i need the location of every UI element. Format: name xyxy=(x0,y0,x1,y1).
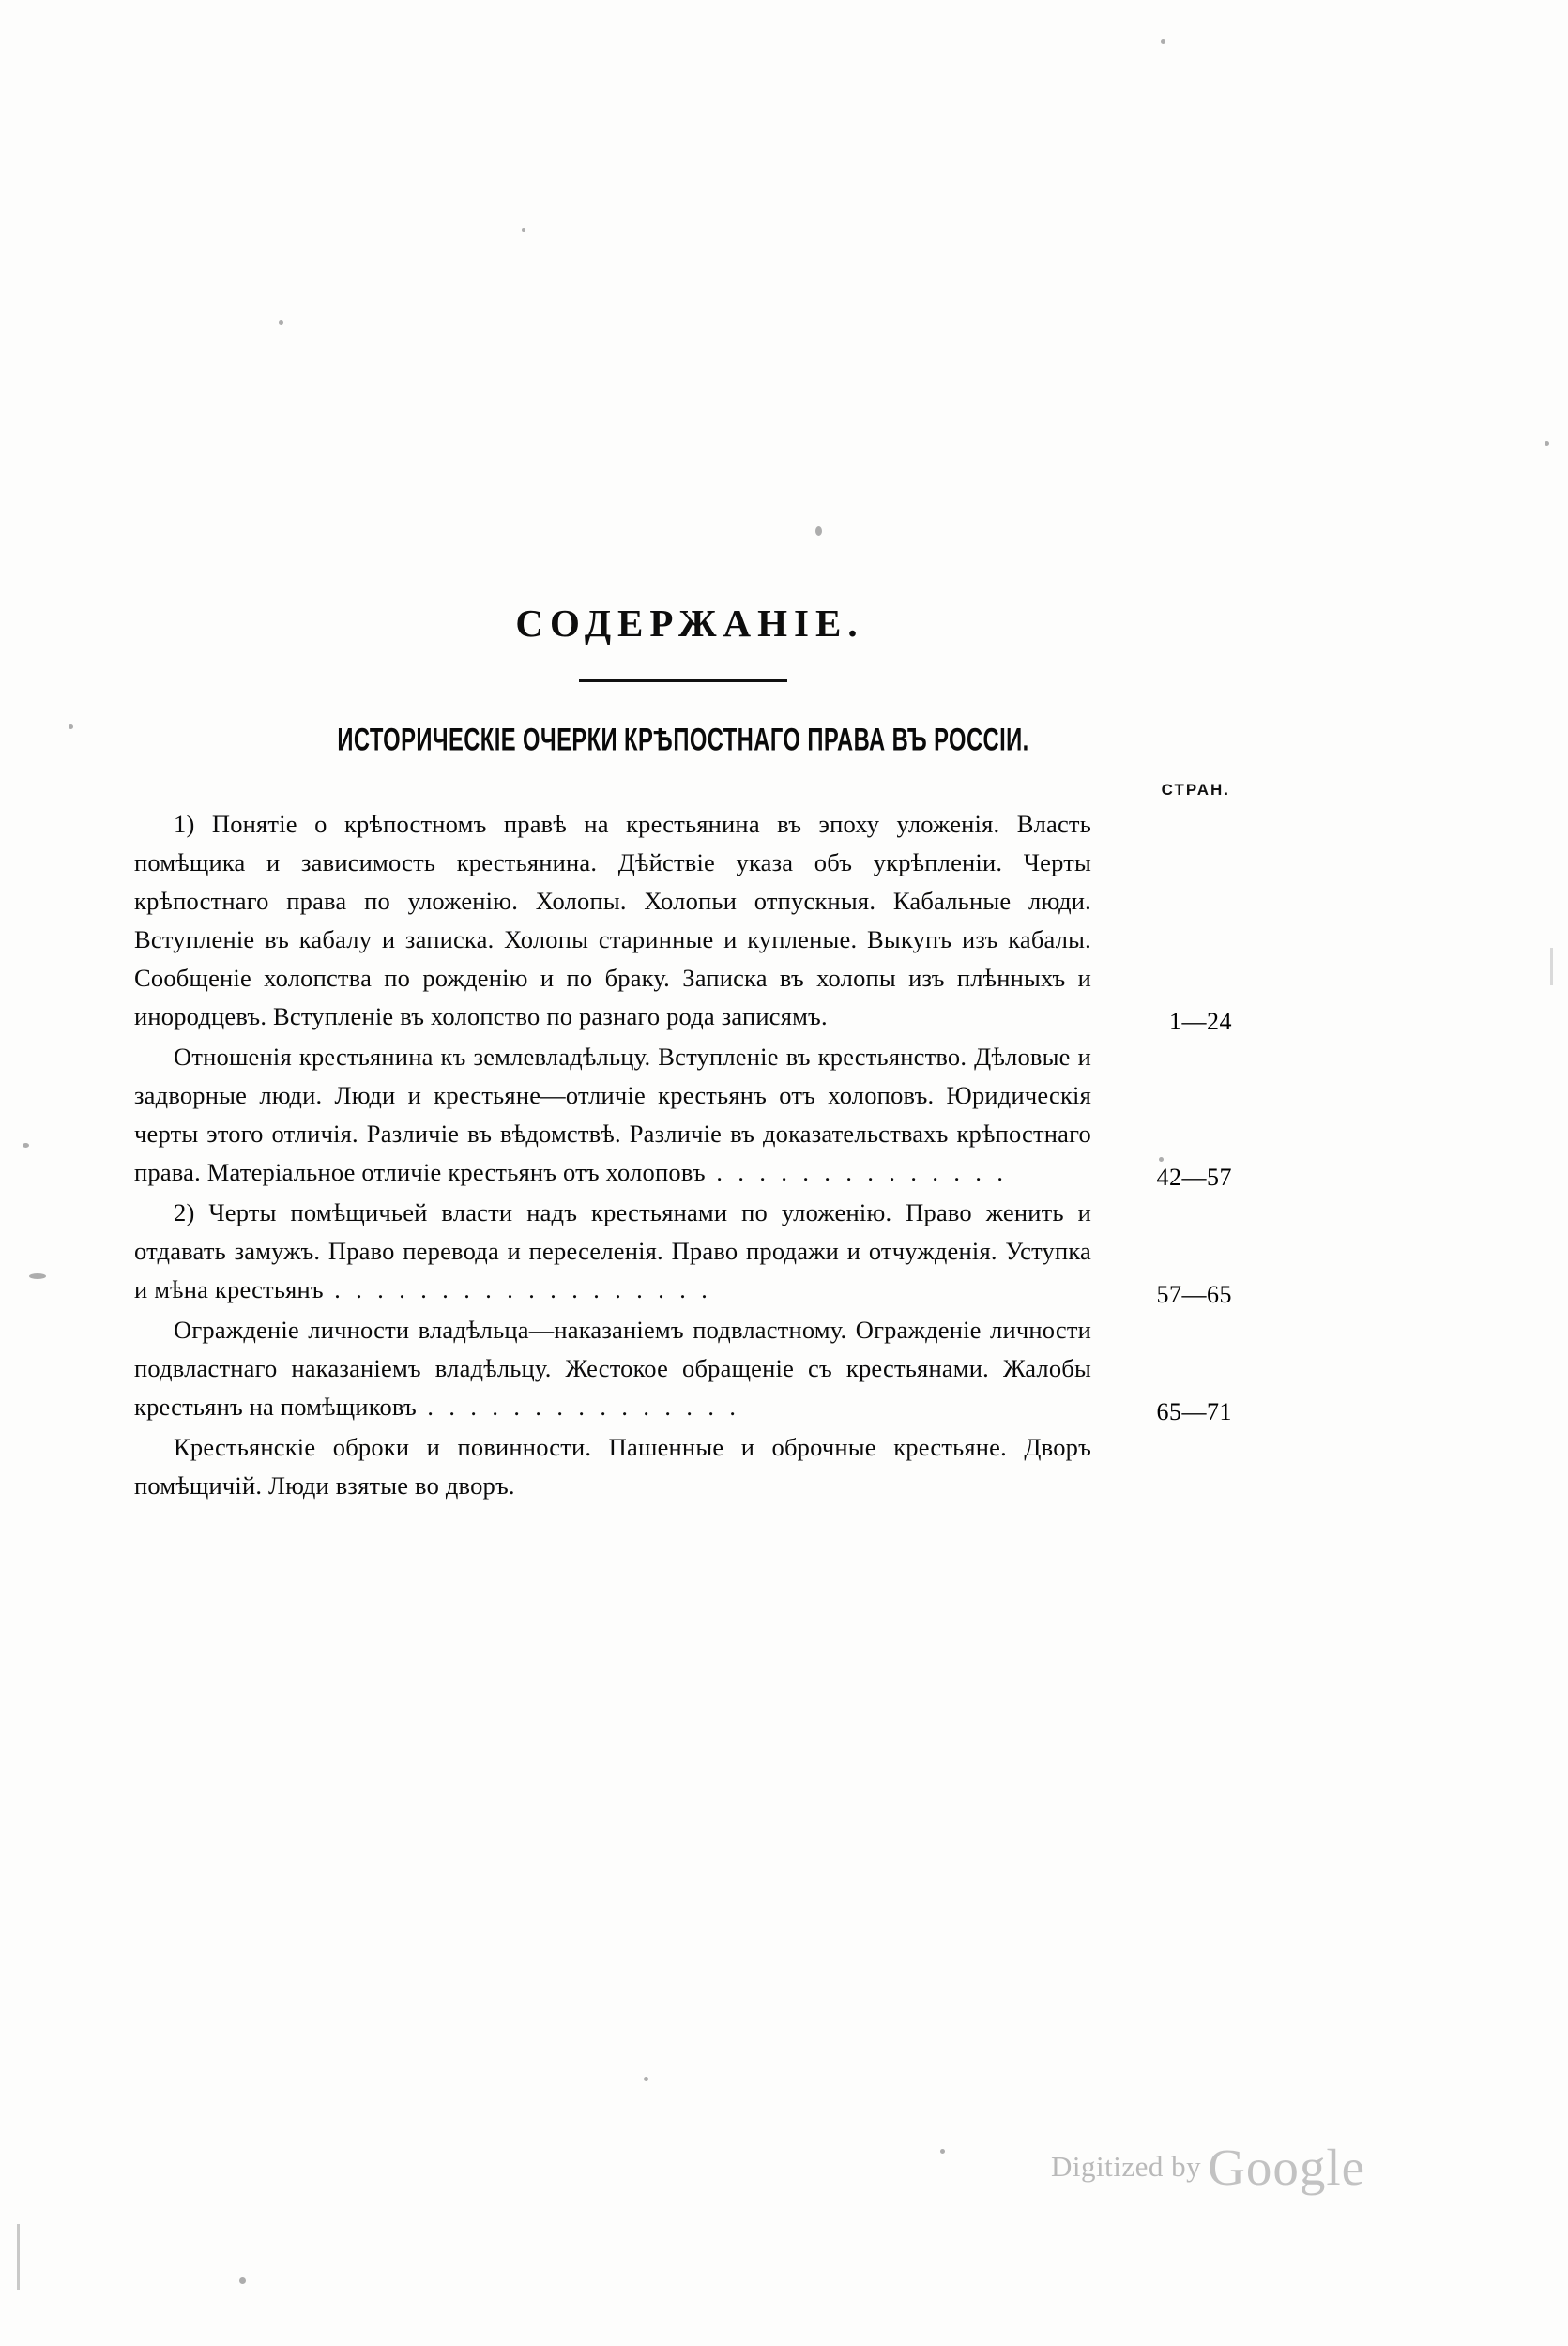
toc-entry[interactable] xyxy=(134,805,1232,1036)
toc-entry-pages: 42—57 xyxy=(1156,1164,1232,1191)
scan-speck xyxy=(940,2149,945,2154)
table-of-contents xyxy=(134,601,1232,1507)
scan-speck xyxy=(644,2077,648,2081)
google-watermark xyxy=(1051,2138,1365,2197)
scan-speck xyxy=(815,526,822,536)
toc-entry-text xyxy=(134,1311,1232,1426)
scan-speck xyxy=(1545,441,1549,446)
toc-entry-pages: 1—24 xyxy=(1169,1008,1232,1035)
scan-speck xyxy=(69,724,73,729)
page-edge-mark xyxy=(17,2224,20,2290)
page-title: СОДЕРЖАНІЕ. xyxy=(515,602,864,645)
toc-entry-text xyxy=(134,1194,1232,1309)
toc-entry-label: 2) Черты помѣщичьей власти надъ крестьянами по уложенію. Право женить и отдавать замужъ. Право перевода и переселенія. Право продажи и отчужденія. Уступка и мѣна крестьянъ xyxy=(134,1198,1091,1303)
toc-entry-label: Отношенія крестьянина къ землевладѣльцу. Вступленіе въ крестьянство. Дѣловые и задворные люди. Люди и крестьяне—отличіе крестьянъ отъ холоповъ. Юридическія черты этого отличія. Различіе въ вѣдомствѣ. Различіе въ доказательствахъ крѣпостнаго права. Матеріальное отличіе крестьянъ отъ холоповъ xyxy=(134,1043,1091,1186)
title-divider xyxy=(579,679,787,682)
watermark-brand: Google xyxy=(1208,2139,1366,2196)
toc-entry[interactable] xyxy=(134,1428,1232,1505)
toc-entry-text: 1) Понятіе о крѣпостномъ правѣ на крестьянина въ эпоху уложенія. Власть помѣщика и зависимость крестьянина. Дѣйствіе указа объ укрѣпленіи. Черты крѣпостнаго права по уложенію. Холопы. Холопьи отпускныя. Кабальные люди. Вступленіе въ кабалу и записка. Холопы старинные и купленые. Выкупъ изъ кабалы. Сообщеніе холопства по рожденію и по браку. Записка въ холопы изъ плѣнныхъ и инородцевъ. Вступленіе въ холопство по разнаго рода записямъ. xyxy=(134,810,1091,1030)
toc-entry-pages: 57—65 xyxy=(1156,1281,1232,1308)
scan-speck xyxy=(239,2277,246,2284)
scan-speck xyxy=(1161,39,1165,44)
pages-column-header: СТРАН. xyxy=(1161,781,1230,799)
toc-entry-label: Огражденіе личности владѣльца—наказаніемъ подвластному. Огражденіе личности подвластнаго наказаніемъ владѣльцу. Жестокое обращеніе съ крестьянами. Жалобы крестьянъ на помѣщиковъ xyxy=(134,1316,1091,1421)
scan-speck xyxy=(23,1143,29,1148)
section-heading: ИСТОРИЧЕСКІЕ ОЧЕРКИ КРѢПОСТНАГО ПРАВА ВЪ РОССІИ. xyxy=(337,723,1029,758)
scan-speck xyxy=(522,228,525,232)
toc-entry-pages: 65—71 xyxy=(1156,1398,1232,1425)
dot-leader: . . . . . . . . . . . . . . . . . . xyxy=(323,1276,712,1303)
toc-entry-text: Крестьянскіе оброки и повинности. Пашенные и оброчные крестьяне. Дворъ помѣщичій. Люди взятые во дворъ. xyxy=(134,1433,1091,1500)
watermark-prefix: Digitized by xyxy=(1051,2150,1202,2183)
scan-speck xyxy=(279,320,283,325)
toc-entry[interactable] xyxy=(134,1194,1232,1309)
dot-leader: . . . . . . . . . . . . . . xyxy=(705,1159,1008,1186)
toc-entry-text xyxy=(134,1038,1232,1192)
page-edge-mark xyxy=(1550,948,1553,985)
toc-entry[interactable] xyxy=(134,1038,1232,1192)
dot-leader: . . . . . . . . . . . . . . . xyxy=(416,1394,740,1421)
scan-speck xyxy=(29,1273,46,1279)
toc-entry[interactable] xyxy=(134,1311,1232,1426)
